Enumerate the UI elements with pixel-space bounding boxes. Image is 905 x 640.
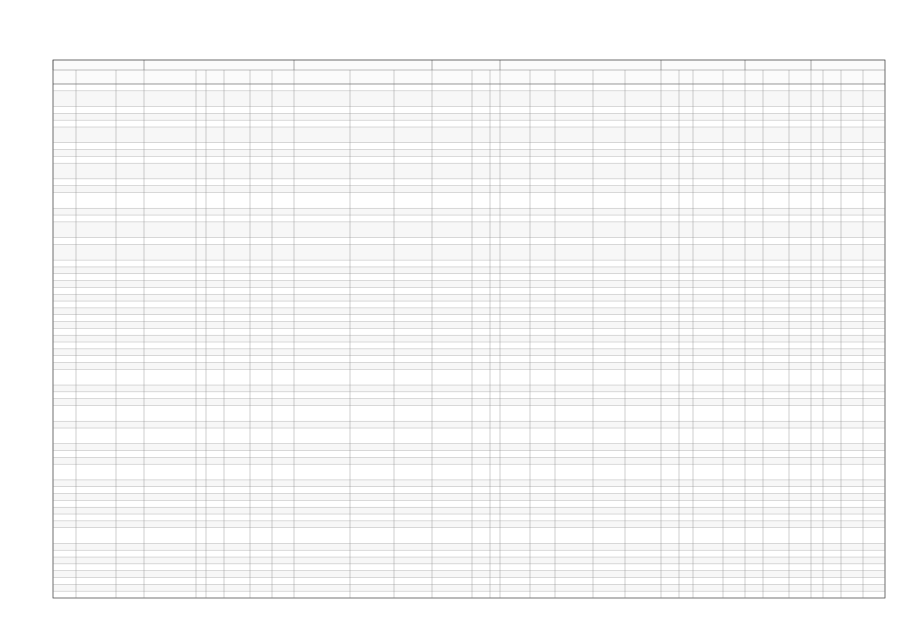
table-row bbox=[53, 335, 885, 342]
table-row bbox=[53, 444, 885, 451]
table-row bbox=[53, 294, 885, 301]
table-row bbox=[53, 308, 885, 315]
table-row bbox=[53, 322, 885, 329]
table-row bbox=[53, 349, 885, 356]
table-row bbox=[53, 557, 885, 564]
table-row bbox=[53, 584, 885, 591]
table-row bbox=[53, 385, 885, 392]
header-background bbox=[53, 60, 885, 84]
table-row bbox=[53, 267, 885, 274]
table-row bbox=[53, 521, 885, 528]
table-row bbox=[53, 91, 885, 107]
table-row bbox=[53, 244, 885, 260]
table-row bbox=[53, 163, 885, 179]
table-row bbox=[53, 363, 885, 370]
table-row bbox=[53, 494, 885, 501]
table-row bbox=[53, 571, 885, 578]
table-row bbox=[53, 281, 885, 288]
table-row bbox=[53, 421, 885, 428]
table-row bbox=[53, 127, 885, 143]
table-row bbox=[53, 457, 885, 464]
table-row bbox=[53, 150, 885, 157]
table-row bbox=[53, 113, 885, 120]
table-row bbox=[53, 543, 885, 550]
table-row bbox=[53, 480, 885, 487]
header-bands bbox=[53, 60, 885, 591]
table-row bbox=[53, 208, 885, 215]
table-row bbox=[53, 399, 885, 406]
table-row bbox=[53, 222, 885, 238]
table-row bbox=[53, 507, 885, 514]
table-row bbox=[53, 186, 885, 193]
